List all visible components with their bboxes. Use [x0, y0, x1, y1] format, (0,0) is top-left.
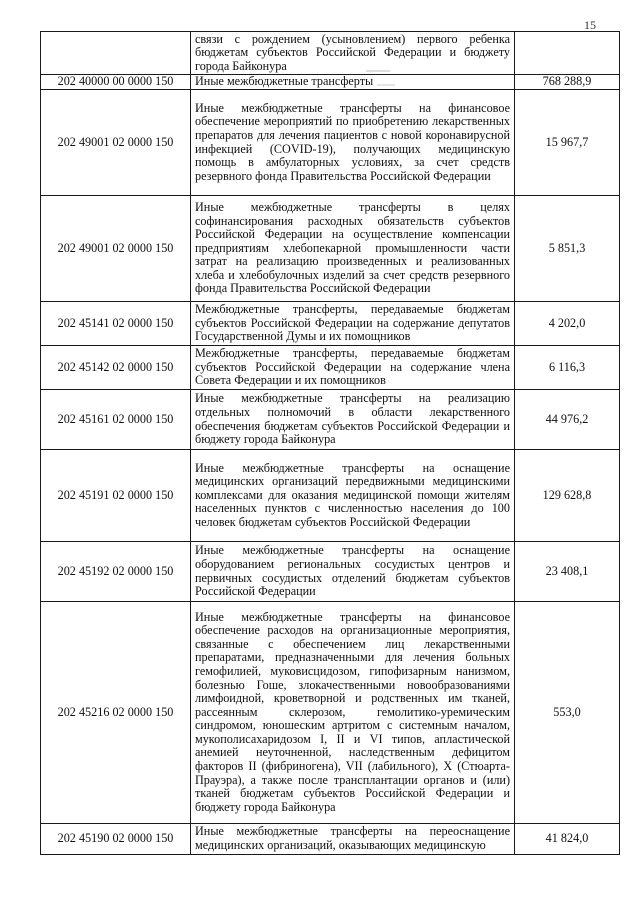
description-cell: Межбюджетные трансферты, передаваемые бюджетам субъектов Российской Федерации на содержание члена Совета Федерации и их помощников	[191, 346, 515, 390]
amount-cell: 768 288,9	[515, 75, 620, 90]
budget-code-cell: 202 45191 02 0000 150	[41, 450, 191, 542]
budget-code-cell: 202 45142 02 0000 150	[41, 346, 191, 390]
description-cell: Иные межбюджетные трансферты на оснащение оборудованием региональных сосудистых центров и первичных сосудистых отделений бюджетам субъектов Российской Федерации	[191, 542, 515, 602]
amount-cell: 129 628,8	[515, 450, 620, 542]
description-cell: Иные межбюджетные трансферты на оснащение медицинских организаций передвижными медицинскими комплексами для оказания медицинской помощи жителям населенных пунктов с численностью населения до 100 человек бюджетам субъектов Российской Федерации	[191, 450, 515, 542]
description-cell: Иные межбюджетные трансферты на переоснащение медицинских организаций, оказывающих медицинскую	[191, 824, 515, 855]
budget-code-cell: 202 45190 02 0000 150	[41, 824, 191, 855]
budget-table	[40, 31, 620, 855]
description-cell: Межбюджетные трансферты, передаваемые бюджетам субъектов Российской Федерации на содержание депутатов Государственной Думы и их помощников	[191, 302, 515, 346]
table-row	[41, 542, 620, 602]
table-row	[41, 602, 620, 824]
table-row	[41, 196, 620, 302]
budget-code-cell: 202 45192 02 0000 150	[41, 542, 191, 602]
table-row	[41, 32, 620, 75]
amount-cell: 15 967,7	[515, 90, 620, 196]
amount-cell: 6 116,3	[515, 346, 620, 390]
budget-code-cell: 202 45161 02 0000 150	[41, 390, 191, 450]
description-cell: Иные межбюджетные трансферты	[191, 75, 515, 90]
description-cell: Иные межбюджетные трансферты на финансовое обеспечение мероприятий по приобретению лекарственных препаратов для лечения пациентов с новой коронавирусной инфекцией (COVID-19), получающих медицинскую помощь в амбулаторных условиях, за счет средств резервного фонда Правительства Российской Федерации	[191, 90, 515, 196]
description-cell: Иные межбюджетные трансферты в целях софинансирования расходных обязательств субъектов Российской Федерации на осуществление компенсации предприятиям хлебопекарной промышленности части затрат на реализацию произведенных и реализованных хлеба и хлебобулочных изделий за счет средств резервного фонда Правительства Российской Федерации	[191, 196, 515, 302]
description-cell: Иные межбюджетные трансферты на финансовое обеспечение расходов на организационные мероприятия, связанные с обеспечением лиц лекарственными препаратами, предназначенными для лечения больных гемофилией, муковисцидозом, гипофизарным нанизмом, болезнью Гоше, злокачественными новообразованиями лимфоидной, кроветворной и родственных им тканей, рассеянным склерозом, гемолитико-уремическим синдромом, юношеским артритом с системным началом, мукополисахаридозом I, II и VI типов, апластической анемией неуточненной, наследственным дефицитом факторов II (фибриногена), VII (лабильного), X (Стюарта-Прауэра), а также после трансплантации органов и (или) тканей бюджетам субъектов Российской Федерации и бюджету города Байконура	[191, 602, 515, 824]
budget-code-cell: 202 40000 00 0000 150	[41, 75, 191, 90]
page-number: 15	[584, 18, 596, 32]
table-row	[41, 90, 620, 196]
budget-code-cell: 202 49001 02 0000 150	[41, 90, 191, 196]
amount-cell: 44 976,2	[515, 390, 620, 450]
table-row	[41, 450, 620, 542]
amount-cell: 4 202,0	[515, 302, 620, 346]
amount-cell: 553,0	[515, 602, 620, 824]
table-row	[41, 346, 620, 390]
table-row	[41, 390, 620, 450]
amount-cell: 41 824,0	[515, 824, 620, 855]
budget-code-cell: 202 45216 02 0000 150	[41, 602, 191, 824]
amount-cell: 23 408,1	[515, 542, 620, 602]
budget-code-cell	[41, 32, 191, 75]
budget-code-cell: 202 49001 02 0000 150	[41, 196, 191, 302]
table-row	[41, 302, 620, 346]
budget-code-cell: 202 45141 02 0000 150	[41, 302, 191, 346]
description-cell: связи с рождением (усыновлением) первого ребенка бюджетам субъектов Российской Федерации и бюджету города Байконура	[191, 32, 515, 75]
description-cell: Иные межбюджетные трансферты на реализацию отдельных полномочий в области лекарственного обеспечения бюджетам субъектов Российской Федерации и бюджету города Байконура	[191, 390, 515, 450]
amount-cell: 5 851,3	[515, 196, 620, 302]
table-row	[41, 75, 620, 90]
table-row	[41, 824, 620, 855]
amount-cell	[515, 32, 620, 75]
